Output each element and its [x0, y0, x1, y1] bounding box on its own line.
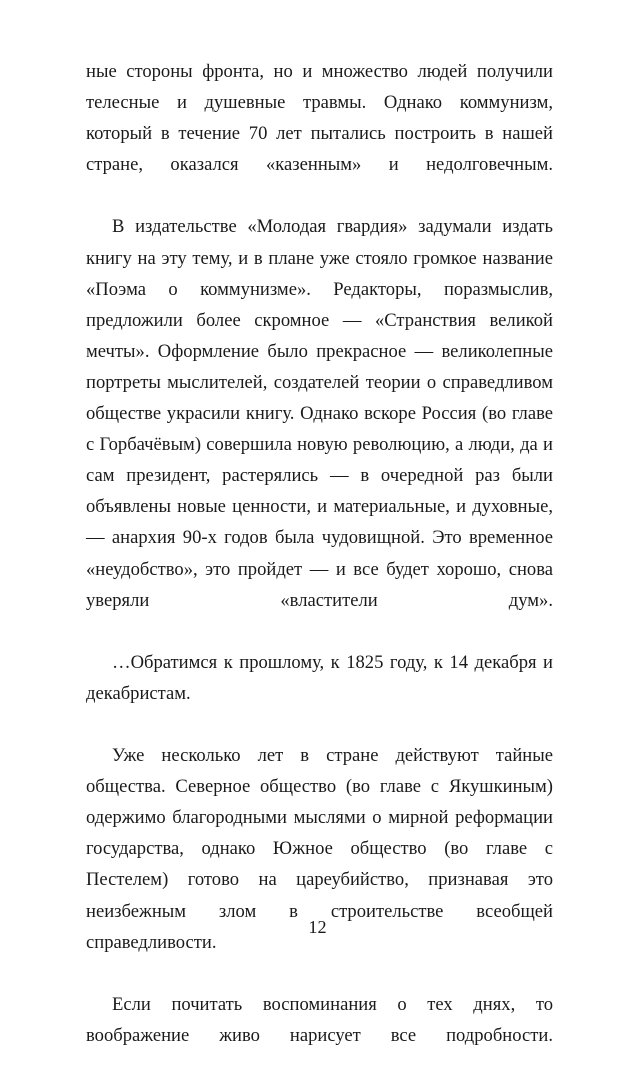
paragraph: В издательстве «Молодая гвардия» задумали издать книгу на эту тему, и в плане уже стояло громкое название «Поэма о коммунизме». Редакторы, поразмыслив, предложили более скромное — «Странствия великой мечты». Оформление было прекрасное — великолепные портреты мыслителей, создателей теории о справедливом обществе украсили книгу. Однако вскоре Россия (во главе с Горбачёвым) совершила новую революцию, а люди, да и сам президент, растерялись — в очередной раз были объявлены новые ценности, и материальные, и духовные, — анархия 90-х годов была чудовищной. Это временное «неудобство», это пройдет — и все будет хорошо, снова уверяли «властители дум». — [86, 216, 553, 611]
paragraph-continuation: ные стороны фронта, но и множество людей получили телесные и душевные травмы. Однако коммунизм, который в течение 70 лет пытались построить в нашей стране, оказался «казенным» и недолговечным. — [86, 61, 553, 176]
page-number: 12 — [308, 917, 327, 937]
paragraph: Уже несколько лет в стране действуют тайные общества. Северное общество (во главе с Якушкиным) одержимо благородными мыслями о мирной реформации государства, однако Южное общество (во главе с Пестелем) готово на цареубийство, признавая это неизбежным злом в строительстве всеобщей справедливости. — [86, 745, 553, 953]
paragraph: …Обратимся к прошлому, к 1825 году, к 14 декабря и декабристам. — [86, 651, 553, 704]
paragraph: Если почитать воспоминания о тех днях, то воображение живо нарисует все подробности. — [86, 993, 553, 1046]
